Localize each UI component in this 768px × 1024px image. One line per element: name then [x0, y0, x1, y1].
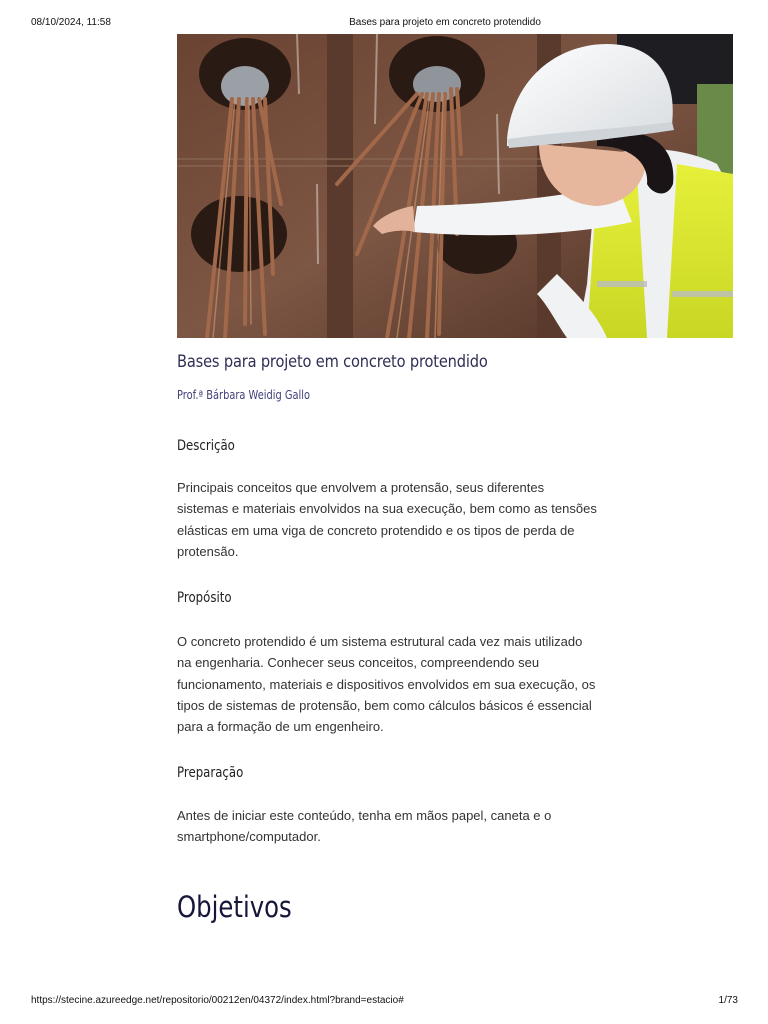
section-heading-preparacao: Preparação: [177, 765, 244, 781]
page-number: 1/73: [718, 995, 738, 1006]
section-text-descricao: Principais conceitos que envolvem a protensão, seus diferentes sistemas e materiais envolvidos na sua execução, bem como as tensões elásticas em uma viga de concreto protendido e os tipos de perda de protensão.: [177, 480, 597, 559]
section-text-preparacao: Antes de iniciar este conteúdo, tenha em mãos papel, caneta e o smartphone/computador.: [177, 808, 552, 845]
hero-image: [177, 34, 733, 338]
section-text-proposito: O concreto protendido é um sistema estrutural cada vez mais utilizado na engenharia. Conhecer seus conceitos, compreendendo seu funcionamento, materiais e dispositivos envolvidos em sua execução, os tipos de sistemas de protensão, bem como cálculos básicos é essencial para a formação de um engenheiro.: [177, 634, 596, 735]
print-header: [0, 17, 768, 31]
print-timestamp: 08/10/2024, 11:58: [31, 17, 111, 28]
section-heading-descricao: Descrição: [177, 438, 235, 454]
document-title: Bases para projeto em concreto protendido: [177, 352, 488, 372]
section-heading-proposito: Propósito: [177, 590, 232, 606]
author-name: Prof.ª Bárbara Weidig Gallo: [177, 388, 310, 402]
objetivos-heading: Objetivos: [177, 890, 292, 924]
print-url: https://stecine.azureedge.net/repositorio/00212en/04372/index.html?brand=estacio#: [31, 995, 404, 1006]
print-page-title: Bases para projeto em concreto protendido: [349, 17, 541, 28]
